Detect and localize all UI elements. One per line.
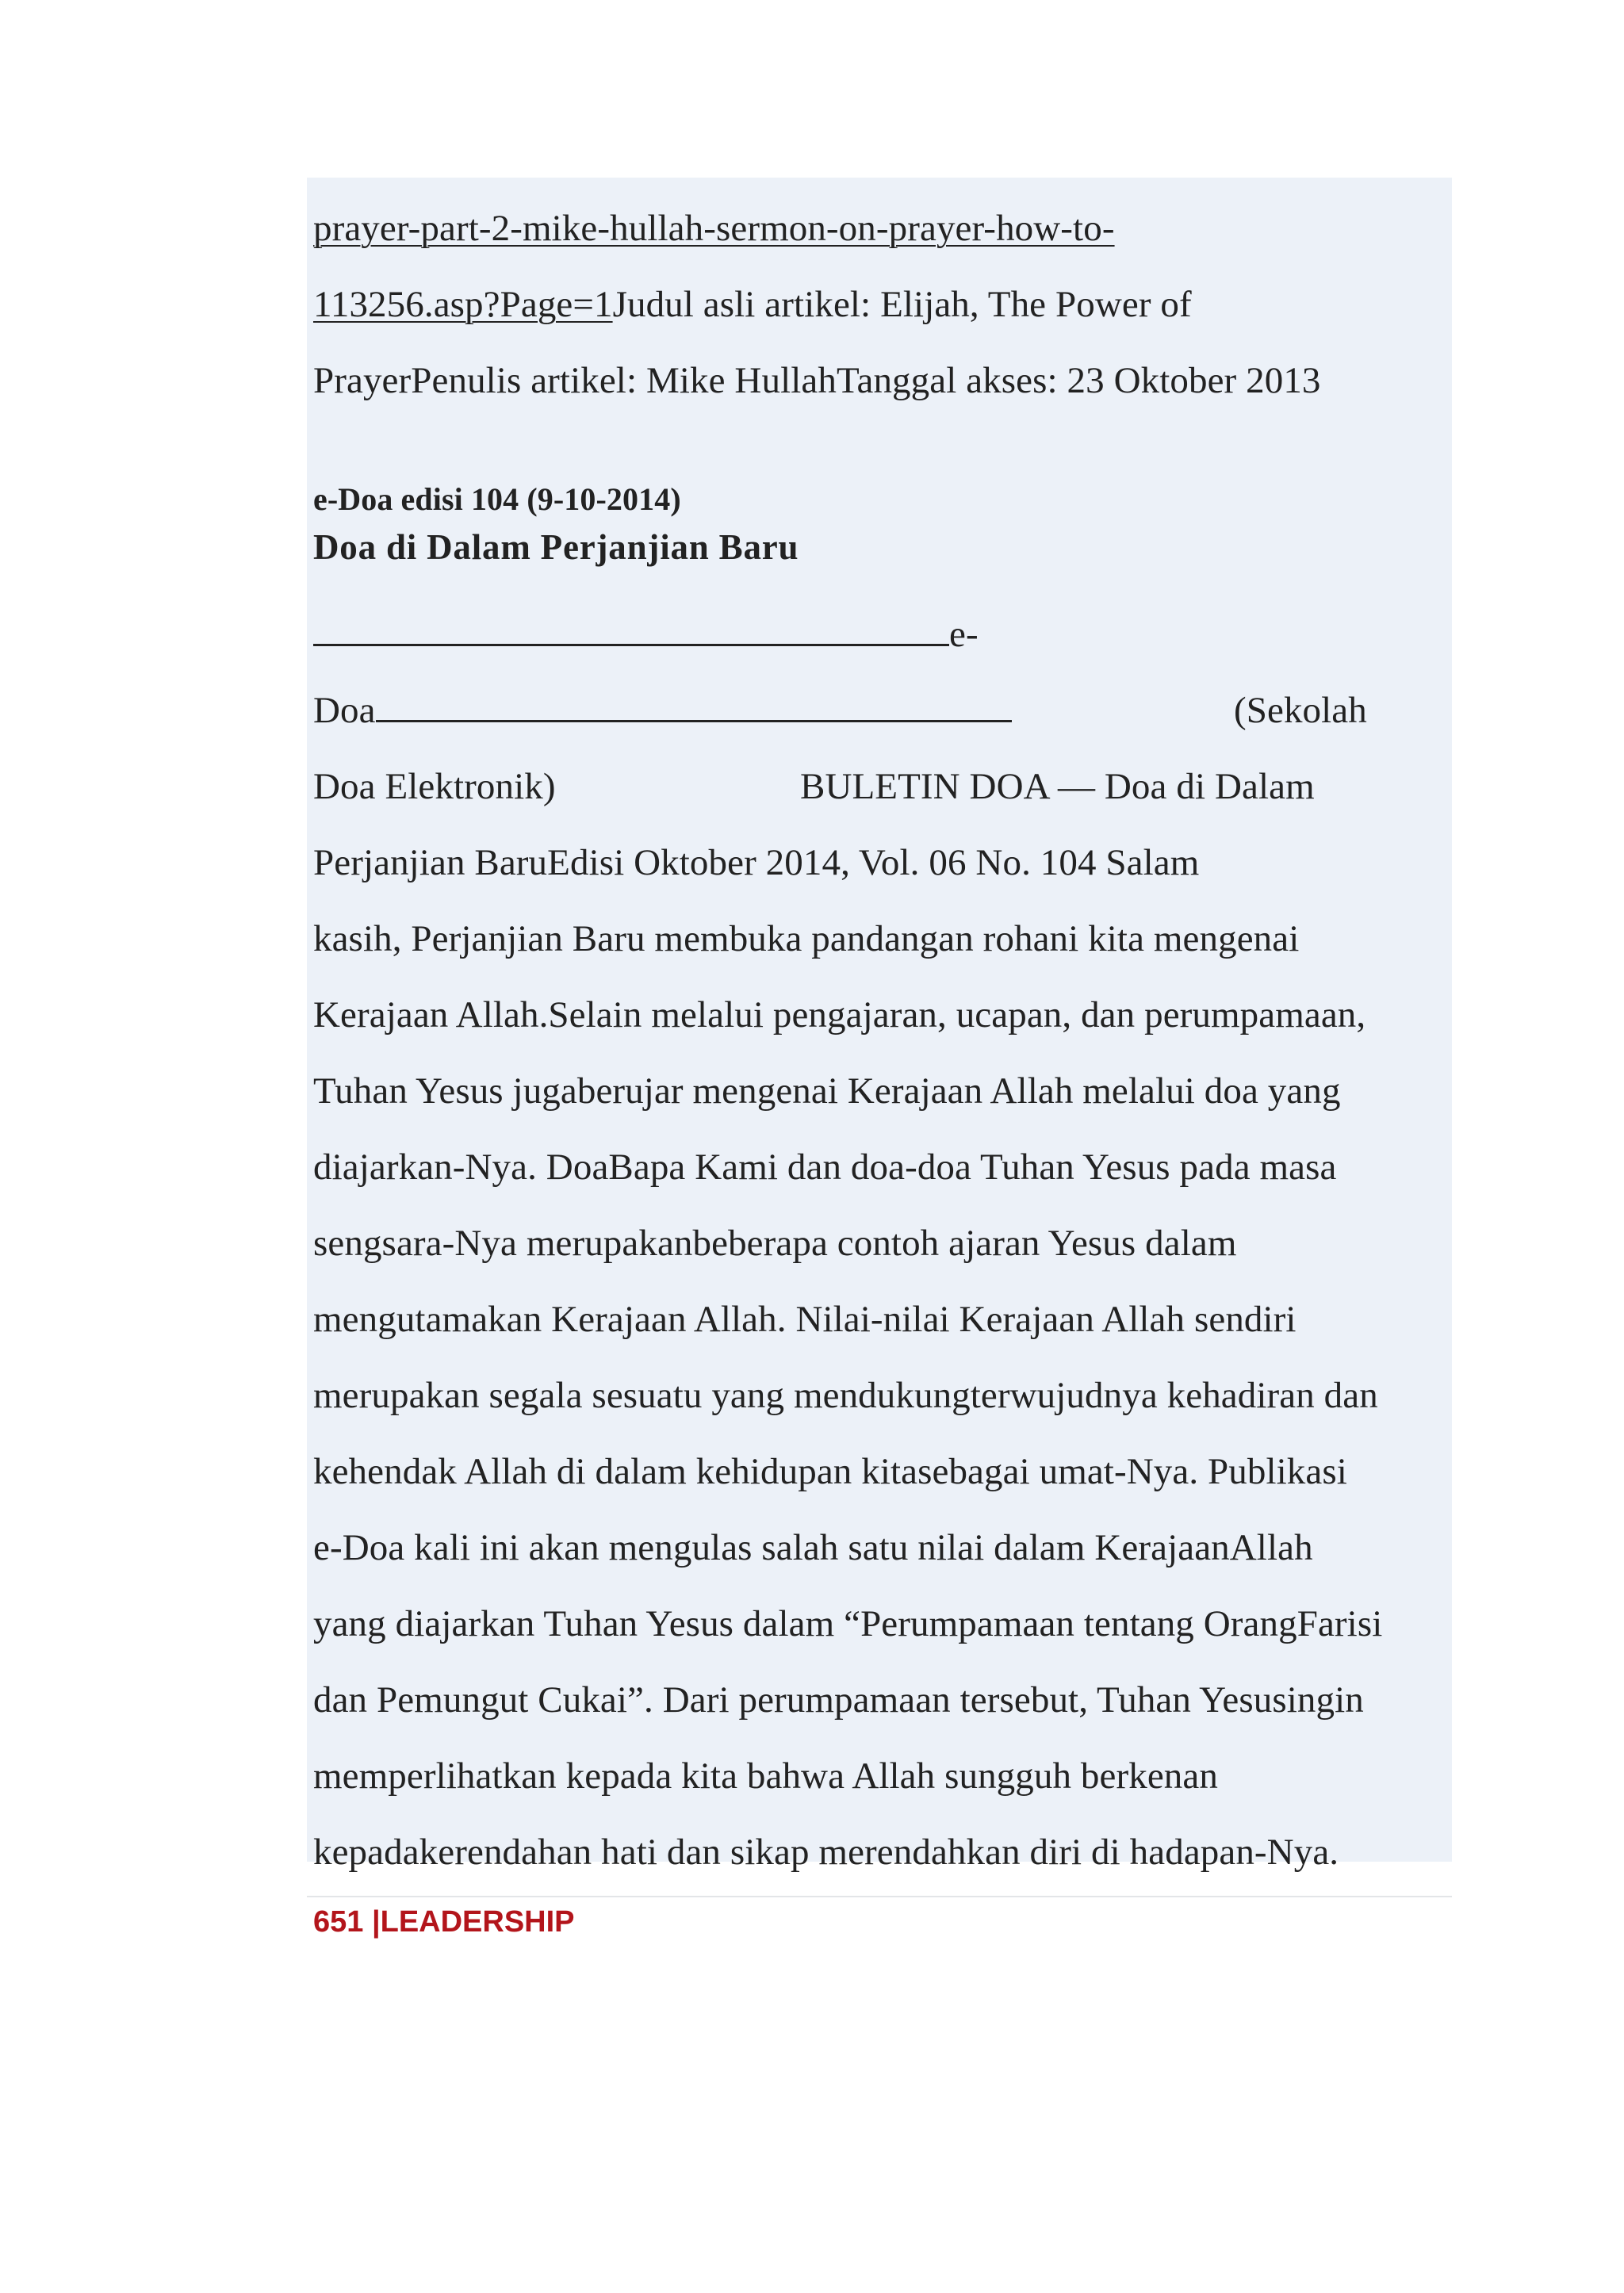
body-line: memperlihatkan kepada kita bahwa Allah sungguh berkenan	[313, 1755, 1218, 1797]
body-line: kepadakerendahan hati dan sikap merendahkan diri di hadapan-Nya.	[313, 1832, 1339, 1873]
body-line: Kerajaan Allah.Selain melalui pengajaran, ucapan, dan perumpamaan,	[313, 994, 1366, 1035]
body-line: Tuhan Yesus jugaberujar mengenai Kerajaan Allah melalui doa yang	[313, 1070, 1341, 1112]
document-text-block	[307, 178, 1452, 1873]
horizontal-rule	[376, 720, 1012, 722]
body-line: merupakan segala sesuatu yang mendukungterwujudnya kehadiran dan	[313, 1375, 1378, 1416]
buletin-title: BULETIN DOA — Doa di Dalam	[800, 766, 1315, 807]
bulletin-doa-line	[313, 688, 1423, 733]
reference-line-1	[313, 206, 1115, 251]
doa-prefix: Doa	[313, 690, 376, 731]
source-link-part-1[interactable]: prayer-part-2-mike-hullah-sermon-on-prayer-how-to-	[313, 208, 1115, 249]
doa-elektronik-text: Doa Elektronik)	[313, 766, 556, 807]
body-line: kehendak Allah di dalam kehidupan kitasebagai umat-Nya. Publikasi	[313, 1451, 1347, 1492]
page-footer	[313, 1900, 575, 1944]
rule-suffix: e-	[949, 614, 979, 655]
sekolah-text: (Sekolah	[1234, 690, 1367, 731]
body-line: e-Doa kali ini akan mengulas salah satu nilai dalam KerajaanAllah	[313, 1527, 1313, 1568]
body-line: mengutamakan Kerajaan Allah. Nilai-nilai Kerajaan Allah sendiri	[313, 1299, 1297, 1340]
body-line: dan Pemungut Cukai”. Dari perumpamaan tersebut, Tuhan Yesusingin	[313, 1679, 1364, 1721]
page-number: 651	[313, 1905, 364, 1939]
source-link-part-2[interactable]: 113256.asp?Page=1	[313, 284, 613, 325]
reference-line-2	[313, 282, 1192, 327]
horizontal-rule	[313, 644, 949, 646]
footer-separator: |	[363, 1905, 381, 1939]
body-line: sengsara-Nya merupakanbeberapa contoh ajaran Yesus dalam	[313, 1223, 1237, 1264]
issue-edition: e-Doa edisi 104 (9-10-2014)	[313, 481, 681, 517]
body-line: kasih, Perjanjian Baru membuka pandangan rohani kita mengenai	[313, 918, 1300, 959]
article-title: Doa di Dalam Perjanjian Baru	[313, 527, 799, 567]
section-name: LEADERSHIP	[380, 1905, 575, 1939]
edition-line: Perjanjian BaruEdisi Oktober 2014, Vol. 06 No. 104 Salam	[313, 842, 1200, 883]
footer-divider	[307, 1896, 1452, 1897]
body-line: diajarkan-Nya. DoaBapa Kami dan doa-doa Tuhan Yesus pada masa	[313, 1146, 1337, 1188]
body-line: yang diajarkan Tuhan Yesus dalam “Perumpamaan tentang OrangFarisi	[313, 1603, 1383, 1644]
bulletin-title-line	[313, 764, 1423, 809]
bulletin-rule-line	[313, 612, 979, 657]
reference-line-3: PrayerPenulis artikel: Mike HullahTanggal akses: 23 Oktober 2013	[313, 360, 1321, 401]
original-article-title: Judul asli artikel: Elijah, The Power of	[612, 284, 1192, 325]
